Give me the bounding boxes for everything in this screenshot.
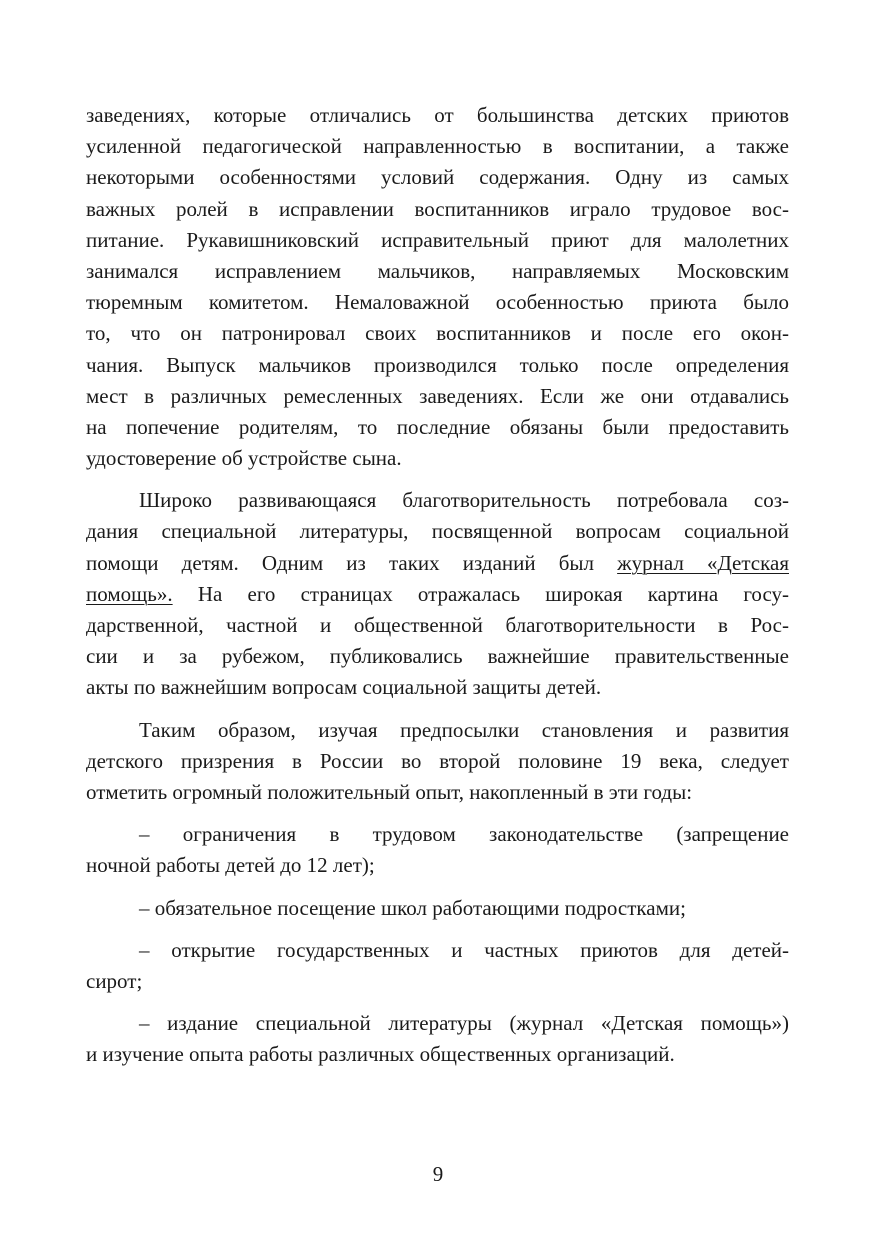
journal-reference-link[interactable]: помощь».	[86, 581, 173, 606]
text-line: отметить огромный положительный опыт, накопленный в эти годы:	[86, 779, 693, 804]
text-line: акты по важнейшим вопросам социальной защиты детей.	[86, 675, 602, 700]
list-item	[86, 893, 789, 924]
list-item	[86, 935, 789, 997]
list-item	[86, 819, 789, 881]
text-line: чания. Выпуск мальчиков производился только после определения	[86, 352, 789, 377]
text-line	[86, 548, 789, 579]
text-line: занимался исправлением мальчиков, направляемых Московским	[86, 258, 789, 283]
text-line: то, что он патронировал своих воспитанников и после его окон-	[86, 321, 789, 346]
paragraph-2	[86, 485, 789, 703]
list-item	[86, 1008, 789, 1070]
text-segment: помощи детям. Одним из таких изданий был	[86, 550, 618, 575]
text-line: удостоверение об устройстве сына.	[86, 446, 402, 471]
page-number: 9	[432, 1162, 444, 1186]
text-line: ночной работы детей до 12 лет);	[86, 853, 375, 878]
text-line: Широко развивающаяся благотворительность потребовала соз-	[139, 488, 789, 513]
text-line: – открытие государственных и частных приютов для детей-	[139, 937, 789, 962]
text-line: мест в различных ремесленных заведениях. Если же они отдавались	[86, 383, 789, 408]
text-line: – ограничения в трудовом законодательстве (запрещение	[139, 822, 789, 847]
text-line: детского призрения в России во второй половине 19 века, следует	[86, 748, 789, 773]
text-line: некоторыми особенностями условий содержания. Одну из самых	[86, 165, 789, 190]
text-segment: На его страницах отражалась широкая картина госу-	[172, 581, 789, 606]
text-line: важных ролей в исправлении воспитанников играло трудовое вос-	[86, 196, 789, 221]
text-line: дарственной, частной и общественной благотворительности в Рос-	[86, 613, 789, 637]
text-line: сирот;	[86, 968, 143, 993]
text-line: питание. Рукавишниковский исправительный приют для малолетних	[86, 227, 789, 252]
text-line: – обязательное посещение школ работающими подростками;	[139, 895, 686, 920]
paragraph-1	[86, 100, 789, 474]
text-line	[86, 579, 789, 610]
text-line: на попечение родителям, то последние обязаны были предоставить	[86, 414, 789, 439]
journal-reference-link[interactable]: журнал «Детская	[617, 550, 789, 575]
text-line: сии и за рубежом, публиковались важнейшие правительственные	[86, 644, 789, 669]
text-line: заведениях, которые отличались от большинства детских приютов	[86, 103, 789, 127]
text-line: Таким образом, изучая предпосылки становления и развития	[139, 717, 789, 742]
paragraph-3	[86, 715, 789, 809]
text-line: тюремным комитетом. Немаловажной особенностью приюта было	[86, 290, 789, 315]
text-line: и изучение опыта работы различных общественных организаций.	[86, 1042, 675, 1067]
document-body	[86, 100, 789, 1070]
text-line: дания специальной литературы, посвященной вопросам социальной	[86, 519, 789, 544]
text-line: – издание специальной литературы (журнал «Детская помощь»)	[139, 1011, 789, 1036]
text-line: усиленной педагогической направленностью в воспитании, а также	[86, 134, 789, 159]
